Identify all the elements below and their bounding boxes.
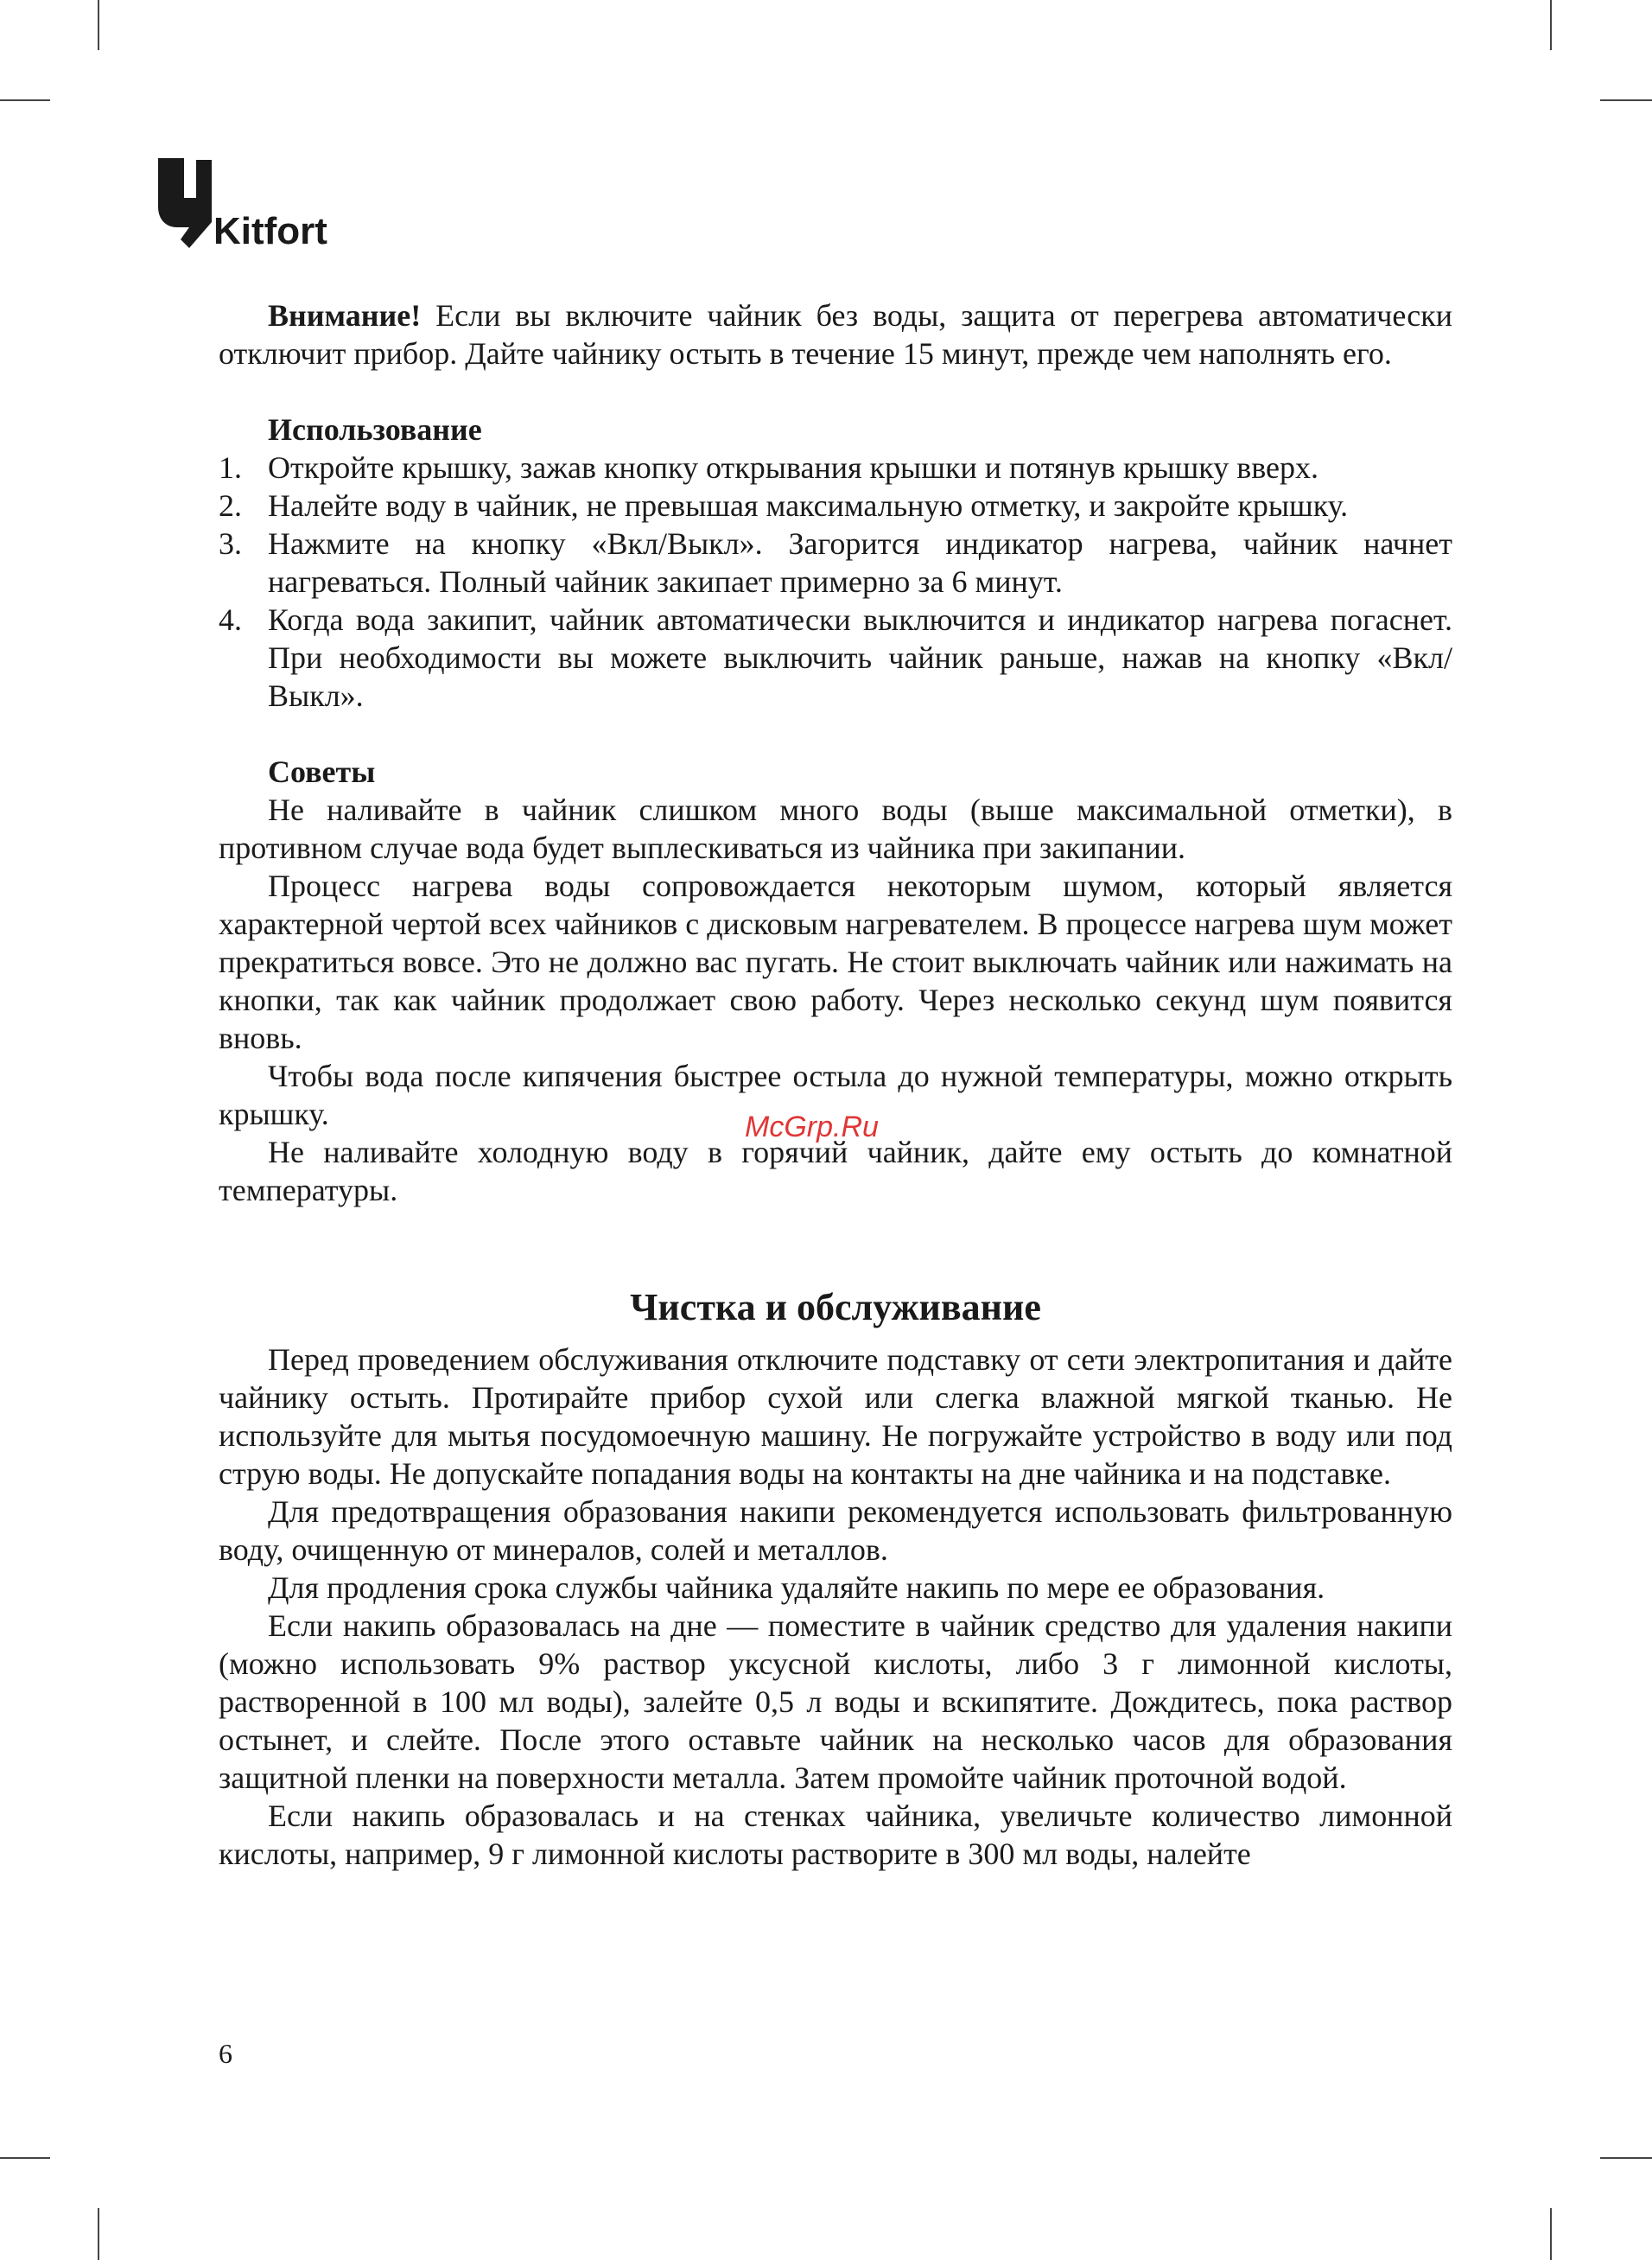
cleaning-paragraph: Перед проведением обслуживания отключите подставку от сети электропитания и дайте чайнику остыть. Протирайте прибор сухой или слегка влажной мягкой тканью. Не используйте для мытья посудомоечную машину. Не погружайте устройство в воду или под струю воды. Не допускайте попадания воды на контакты на дне чайника и на подставке.: [219, 1342, 1452, 1491]
page-number: 6: [219, 2038, 232, 2069]
cleaning-paragraph: Для предотвращения образования накипи рекомендуется использовать фильтрованную воду, очищенную от минералов, солей и металлов.: [219, 1494, 1452, 1567]
crop-mark: [98, 0, 99, 50]
usage-steps: [219, 449, 1452, 715]
cleaning-title: Чистка и обслуживание: [630, 1286, 1041, 1328]
tips-heading: Советы: [268, 754, 376, 789]
crop-mark: [1600, 99, 1652, 101]
warning-label: Внимание!: [268, 298, 422, 333]
cleaning-paragraph: Если накипь образовалась на дне — поместите в чайник средство для удаления накипи (можно использовать 9% раствор уксусной кислоты, либо 3 г лимонной кислоты, растворенной в 100 мл воды), залейте 0,5 л воды и вскипятите. Дождитесь, пока раствор остынет, и слейте. После этого оставьте чайник на несколько часов для образования защитной пленки на поверхности металла. Затем промойте чайник проточной водой.: [219, 1608, 1452, 1795]
list-item: 3. Нажмите на кнопку «Вкл/Выкл». Загорится индикатор нагрева, чайник начнет нагреваться. Полный чайник закипает примерно за 6 минут.: [219, 526, 1452, 599]
warning-paragraph: [219, 296, 1452, 372]
warning-text: Если вы включите чайник без воды, защита от перегрева автоматически отключит прибор. Дайте чайнику остыть в течение 15 минут, прежде чем наполнять его.: [219, 298, 1452, 371]
list-item: 2. Налейте воду в чайник, не превышая максимальную отметку, и закройте крышку.: [219, 488, 1349, 523]
list-item: 4. Когда вода закипит, чайник автоматически выключится и индикатор нагрева погаснет. При необходимости вы можете выключить чайник раньше, нажав на кнопку «Вкл/Выкл».: [219, 602, 1452, 713]
crop-mark: [1600, 2157, 1652, 2159]
kitfort-logo: [158, 158, 348, 253]
crop-mark: [1550, 2208, 1552, 2260]
brand-name: Kitfort: [213, 210, 327, 252]
crop-mark: [0, 2157, 50, 2159]
tips-paragraph: Процесс нагрева воды сопровождается некоторым шумом, который является характерной чертой всех чайников с дисковым нагревателем. В процессе нагрева шум может прекратиться вовсе. Это не должно вас пугать. Не стоит выключать чайник или нажимать на кнопки, так как чайник продолжает свою работу. Через несколько секунд шум появится вновь.: [219, 869, 1452, 1055]
kitfort-logo-mark: [158, 158, 212, 248]
watermark: McGrp.Ru: [745, 1111, 879, 1143]
list-item: 1. Откройте крышку, зажав кнопку открывания крышки и потянув крышку вверх.: [219, 450, 1318, 485]
crop-mark: [1550, 0, 1552, 50]
document-body: [219, 296, 1452, 1873]
crop-mark: [0, 99, 50, 101]
crop-mark: [98, 2208, 99, 2260]
cleaning-paragraph: Для продления срока службы чайника удаляйте накипь по мере ее образования.: [268, 1570, 1325, 1605]
tips-paragraph: Не наливайте в чайник слишком много воды (выше максимальной отметки), в противном случае вода будет выплескиваться из чайника при закипании.: [219, 793, 1452, 865]
tips-paragraph: Не наливайте холодную воду в горячий чайник, дайте ему остыть до комнатной температуры.: [219, 1135, 1452, 1207]
usage-heading: Использование: [268, 412, 482, 447]
cleaning-paragraph: Если накипь образовалась и на стенках чайника, увеличьте количество лимонной кислоты, например, 9 г лимонной кислоты растворите в 300 мл воды, налейте: [219, 1798, 1452, 1871]
tips-paragraph: Чтобы вода после кипячения быстрее остыла до нужной температуры, можно открыть крышку.: [219, 1059, 1452, 1131]
